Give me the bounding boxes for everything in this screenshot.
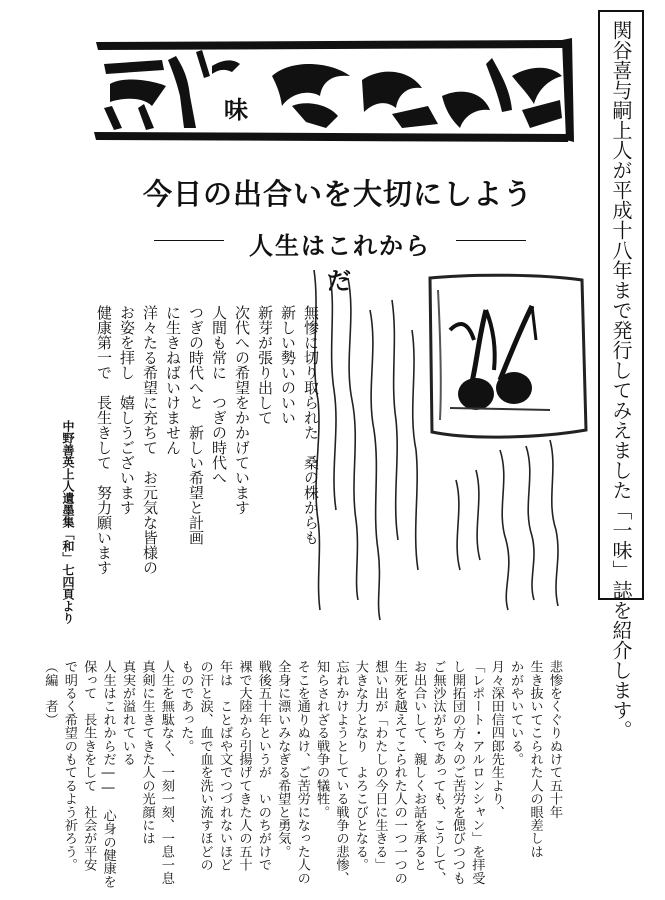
essay-line: 真実が溢れている: [120, 660, 136, 766]
side-note-box: [598, 10, 644, 740]
essay-line: ものであった。: [178, 660, 194, 753]
essay-line: 保って 長生きをして 社会が平安: [81, 660, 97, 872]
essay-line: 戦後五十年というが いのちがけで: [255, 660, 271, 872]
essay-line: お出合いして、親しくお話を承ると: [411, 660, 427, 872]
essay-line: 「レポート・アルロンシャン」を拝受: [469, 660, 485, 885]
essay-line: 知らされざる戦争の犠牲。: [314, 660, 330, 819]
essay-line: 人生を無駄なく、一刻一刻、一息一息: [158, 660, 174, 885]
page-subtitle: 人生はこれからだ: [249, 232, 431, 295]
poem-line: に生きねばいけません: [164, 305, 182, 455]
poem-line: お姿を拝し 嬉しうございます: [118, 305, 136, 515]
essay-line: 大きな力となり よろこびとなる。: [352, 660, 368, 872]
page-title: 今日の出合いを大切にしよう: [142, 177, 533, 211]
subtitle-rule-left: [154, 240, 224, 241]
essay-line: 悲惨をくぐりぬけて五十年: [546, 660, 562, 819]
subtitle-rule-right: [456, 240, 526, 241]
poem-line: 新芽が張り出して: [256, 305, 274, 425]
essay-line: そこを通りぬけ、ご苦労になった人の: [294, 660, 310, 885]
essay-line: ご無沙汰がちであっても、こうして、: [430, 660, 446, 885]
essay-line: し開拓団の方々のご苦労を偲びつつも: [449, 660, 465, 885]
ink-painting-image: [300, 270, 590, 630]
essay-line: 生死を越えてこられた人の一つ一つの: [391, 660, 407, 885]
essay-line: 真剣に生きてきた人の光顔には: [139, 660, 155, 845]
poem-line: 次代への希望をかかげています: [233, 305, 251, 515]
subtitle-block: [140, 226, 540, 295]
essay-line: 生き抜いてこられた人の眼差しは: [527, 660, 543, 858]
essay-line: かがやいている。: [508, 660, 524, 766]
poem-line: 洋々たる希望に充ちて お元気な皆様の: [141, 305, 159, 575]
essay-line: の汗と涙、血で血を洗い流すほどの: [197, 660, 213, 872]
essay-line: 想い出が「わたしの今日に生きる」: [372, 660, 388, 872]
poem-block: [92, 305, 322, 615]
poem-credit: 中野善英上人遺墨集「和」七四頁より: [61, 420, 75, 624]
poem-line: 健康第一で 長生きして 努力願います: [95, 305, 113, 575]
masthead-banner: [92, 36, 576, 146]
calligraphy-artwork: [300, 270, 590, 630]
poem-line: つぎの時代へと 新しい希望と計画: [187, 305, 205, 545]
side-note-text: 関谷喜与嗣上人が平成十八年まで発行してみえました「一味」誌を紹介します。: [609, 20, 633, 740]
poem-line: 無惨に切り取られた 桑の株からも: [302, 305, 320, 545]
poem-line: 新しい勢いのいい: [279, 305, 297, 425]
essay-line: 裸で大陸から引揚げてきた人の五十: [236, 660, 252, 872]
essay-line: 年は ことばや文でつづれないほど: [217, 660, 233, 872]
poem-line: 人間も常に つぎの時代へ: [210, 305, 228, 485]
essay-line: 忘れかけようとしている戦争の悲惨、: [333, 660, 349, 885]
essay-signature: （編 者）: [42, 660, 58, 726]
essay-line: 人生はこれからだ―― 心身の健康を: [100, 660, 116, 888]
essay-block: [40, 660, 564, 890]
woodblock-banner-art: [92, 36, 576, 146]
essay-line: 全身に漂いみなぎる希望と勇気。: [275, 660, 291, 858]
banner-glyph: 味: [224, 96, 248, 124]
essay-line: 月々深田信四郎先生より、: [488, 660, 504, 819]
essay-line: で明るく希望のもてるよう祈ろう。: [61, 660, 77, 872]
